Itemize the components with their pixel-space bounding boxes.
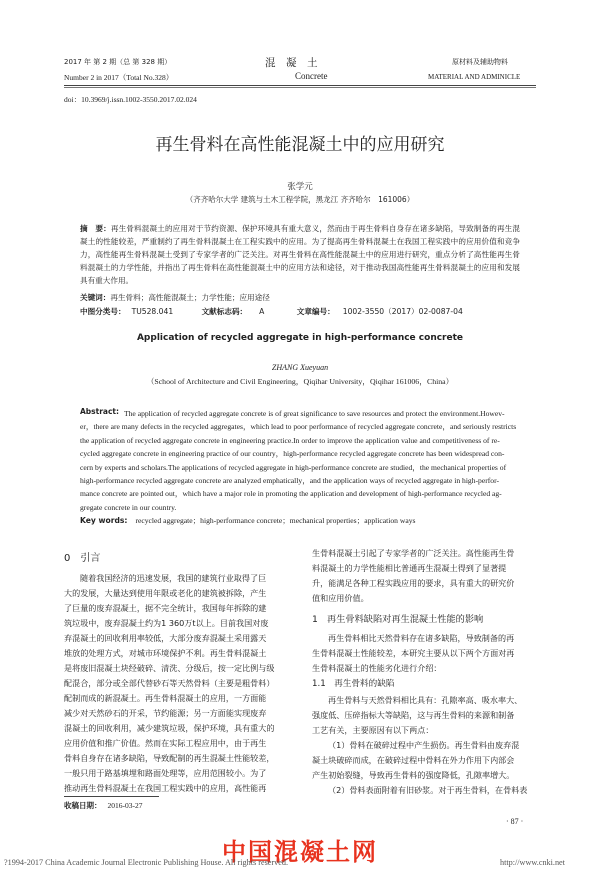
left-column-body — [64, 571, 300, 796]
body-line: 应用价值和推广价值。然而在实际工程应用中，由于再生 — [64, 738, 267, 748]
abstract-cn-label: 摘 要： — [80, 224, 111, 233]
header-rule-thin — [64, 87, 536, 88]
keywords-cn-text: 再生骨料；高性能混凝土；力学性能；应用途径 — [110, 293, 270, 302]
abstract-en — [80, 407, 524, 514]
body-line: 推动再生骨料混凝土在我国工程实践中的应用，高性能再 — [64, 783, 267, 793]
body-line: 骨料自身存在诸多缺陷，导致配制的再生混凝土性能较差， — [64, 753, 275, 763]
abstract-en-line: cern by experts and scholars.The applications of recycled aggregate in high-performance concrete are studied，the mechanical properties of — [80, 462, 507, 472]
received-label: 收稿日期： — [64, 801, 102, 810]
keywords-en-text: recycled aggregate；high-performance concrete；mechanical properties；application ways — [135, 516, 416, 525]
body-line: （2）骨料表面附着有旧砂浆。对于再生骨料，在骨料表 — [328, 785, 528, 795]
body-line: 弃混凝土的回收利用率较低，大部分废弃混凝土采用露天 — [64, 633, 267, 643]
body-line: 升，能满足各种工程实践应用的要求，具有重大的研究价 — [312, 578, 515, 588]
body-line: 生骨料混凝土性能较差，本研究主要从以下两个方面对再 — [312, 648, 515, 658]
body-line: 筑垃圾中，废弃混凝土约为1 360万t以上。目前我国对废 — [64, 618, 269, 628]
body-line: 一般只用于路基填埋和路面处理等，应用范围较小。为了 — [64, 768, 267, 778]
body-line: 了巨量的废弃混凝土，据不完全统计，我国每年拆除的建 — [64, 603, 267, 613]
body-line: 减少对天然砂石的开采，节约能源；另一方面能实现废弃 — [64, 708, 267, 718]
page-title: 再生骨料在高性能混凝土中的应用研究 — [155, 135, 445, 155]
section-heading-1: 1 再生骨料缺陷对再生混凝土性能的影响 — [312, 614, 484, 625]
keywords-cn-label: 关键词： — [80, 293, 111, 302]
body-line: 凝土块破碎而成，在破碎过程中骨料在外力作用下内部会 — [312, 755, 515, 765]
article-value: 1002-3550（2017）02-0087-04 — [342, 307, 463, 316]
body-line: 大的发展，大量达到使用年限或老化的建筑被拆除，产生 — [64, 588, 267, 598]
abstract-en-line: gregate concrete in our country. — [80, 502, 177, 512]
footnote-rule — [64, 796, 159, 797]
doc-label: 文献标志码： — [201, 307, 248, 316]
body-line: 随着我国经济的迅速发展，我国的建筑行业取得了巨 — [80, 573, 267, 583]
right-column-section11 — [312, 693, 540, 798]
clc-value: TU528.041 — [131, 307, 174, 316]
abstract-en-line: mance concrete are pointed out，which have a major role in promoting the application and development of high-performance recycled ag- — [80, 489, 502, 499]
footer-url: http://www.cnki.net — [500, 858, 565, 867]
author-en: ZHANG Xueyuan — [271, 363, 329, 372]
right-column-intro — [312, 546, 540, 606]
affiliation-en: （School of Architecture and Civil Engineering，Qiqihar University，Qiqihar 161006，China） — [146, 377, 454, 386]
body-line: 生骨料混凝土引起了专家学者的广泛关注。高性能再生骨 — [312, 548, 515, 558]
abstract-cn-text: 再生骨料混凝土的应用对于节约资源、保护环境具有重大意义，然而由于再生骨料自身存在诸多缺陷，导致制备的再生混凝土的性能较差，严重制约了再生骨料混凝土在工程实践中的应用。为了提高再生骨料混凝土在我国工程实践中的应用价值和竞争力，高性能再生骨料混凝土受到了专家学者的广泛关注。对再生骨料在高性能混凝土中的应用进行研究，重点分析了高性能再生骨料混凝土的力学性能，并指出了再生骨料在高性能混凝土中的应用方法和途径，对于推动我国高性能再生骨料混凝土的应用和发展具有重大作用。 — [80, 224, 520, 285]
body-line: 配制而成的新混凝土。再生骨料混凝土的应用，一方面能 — [64, 693, 267, 703]
keywords-en-label: Key words: — [80, 516, 128, 525]
keywords-en — [80, 515, 415, 526]
header-journal-en: Concrete — [295, 71, 328, 81]
body-line: 料混凝土的力学性能相比普通再生混凝土得到了显著提 — [312, 563, 507, 573]
abstract-en-line: The application of recycled aggregate concrete is of great significance to save resources and protect the environment.Howev- — [124, 409, 505, 418]
article-label: 文章编号： — [296, 307, 335, 316]
abstract-en-label: Abstract: — [80, 407, 120, 416]
body-line: 混凝土的回收利用，减少建筑垃圾，保护环境，具有重大的 — [64, 723, 275, 733]
doc-value: A — [259, 307, 265, 316]
title-en: Application of recycled aggregate in high-performance concrete — [136, 333, 464, 343]
footer-copyright: ?1994-2017 China Academic Journal Electronic Publishing House. All rights reserved. — [4, 858, 289, 867]
body-line: 强度低、压碎指标大等缺陷，这与再生骨料的来源和制备 — [312, 710, 515, 720]
author-cn: 张学元 — [287, 182, 313, 192]
body-line: 是将废旧混凝土块经破碎、清洗、分级后，按一定比例与级 — [64, 663, 275, 673]
body-line: 生骨料混凝土的性能劣化进行介绍： — [312, 663, 442, 673]
abstract-en-line: cycled aggregate concrete in engineering practice of our country，high-performance recycled aggregate concrete has been widespread con- — [80, 449, 505, 459]
body-line: （1）骨料在破碎过程中产生损伤。再生骨料由废弃混 — [328, 740, 520, 750]
keywords-cn — [80, 292, 270, 303]
section-heading-1-1: 1.1 再生骨料的缺陷 — [312, 679, 395, 689]
abstract-en-line: high-performance recycled aggregate concrete are analyzed emphatically，and the application ways of recycled aggregate in high-perfor- — [80, 476, 499, 486]
section-heading-intro: 0 引言 — [64, 553, 101, 564]
abstract-en-line: the application of recycled aggregate concrete in engineering practice.In order to improve the application value and competitiveness of re- — [80, 435, 500, 445]
header-issue-en: Number 2 in 2017（Total No.328） — [64, 73, 174, 82]
right-column-section1 — [312, 631, 540, 676]
body-line: 再生骨料相比天然骨料存在诸多缺陷，导致制备的再 — [328, 633, 515, 643]
body-line: 配混合，部分或全部代替砂石等天然骨料（主要是粗骨料） — [64, 678, 275, 688]
abstract-cn — [80, 222, 520, 287]
classification — [80, 306, 463, 317]
header-year-issue-cn: 2017 年 第 2 期（总 第 328 期） — [64, 58, 172, 66]
body-line: 产生初始裂缝，导致再生骨料的强度降低，孔隙率增大。 — [312, 770, 515, 780]
clc-label: 中图分类号： — [80, 307, 126, 316]
body-line: 工艺有关，主要原因有以下两点： — [312, 725, 434, 735]
body-line: 堆放的处理方式，对城市环境保护不利。再生骨料混凝土 — [64, 648, 267, 658]
abstract-en-line: er，there are many defects in the recycled aggregates，which lead to poor performance of recycled aggregate concrete，and seriously restricts — [80, 422, 517, 432]
body-line: 值和应用价值。 — [312, 593, 369, 603]
received-date — [64, 800, 143, 811]
doi: doi：10.3969/j.issn.1002-3550.2017.02.024 — [64, 95, 197, 104]
header-rule — [64, 85, 536, 86]
header-section-cn: 原材料及辅助物料 — [452, 58, 508, 66]
header-section-en: MATERIAL AND ADMINICLE — [428, 73, 521, 81]
page-number: · 87 · — [506, 817, 524, 826]
body-line: 再生骨料与天然骨料相比具有：孔隙率高、吸水率大、 — [328, 695, 523, 705]
affiliation-cn: （齐齐哈尔大学 建筑与土木工程学院，黑龙江 齐齐哈尔 161006） — [185, 195, 415, 204]
watermark: 中国混凝土网 — [222, 838, 378, 866]
received-value: 2016-03-27 — [107, 801, 143, 810]
header-journal-cn: 混 凝 土 — [265, 57, 318, 69]
